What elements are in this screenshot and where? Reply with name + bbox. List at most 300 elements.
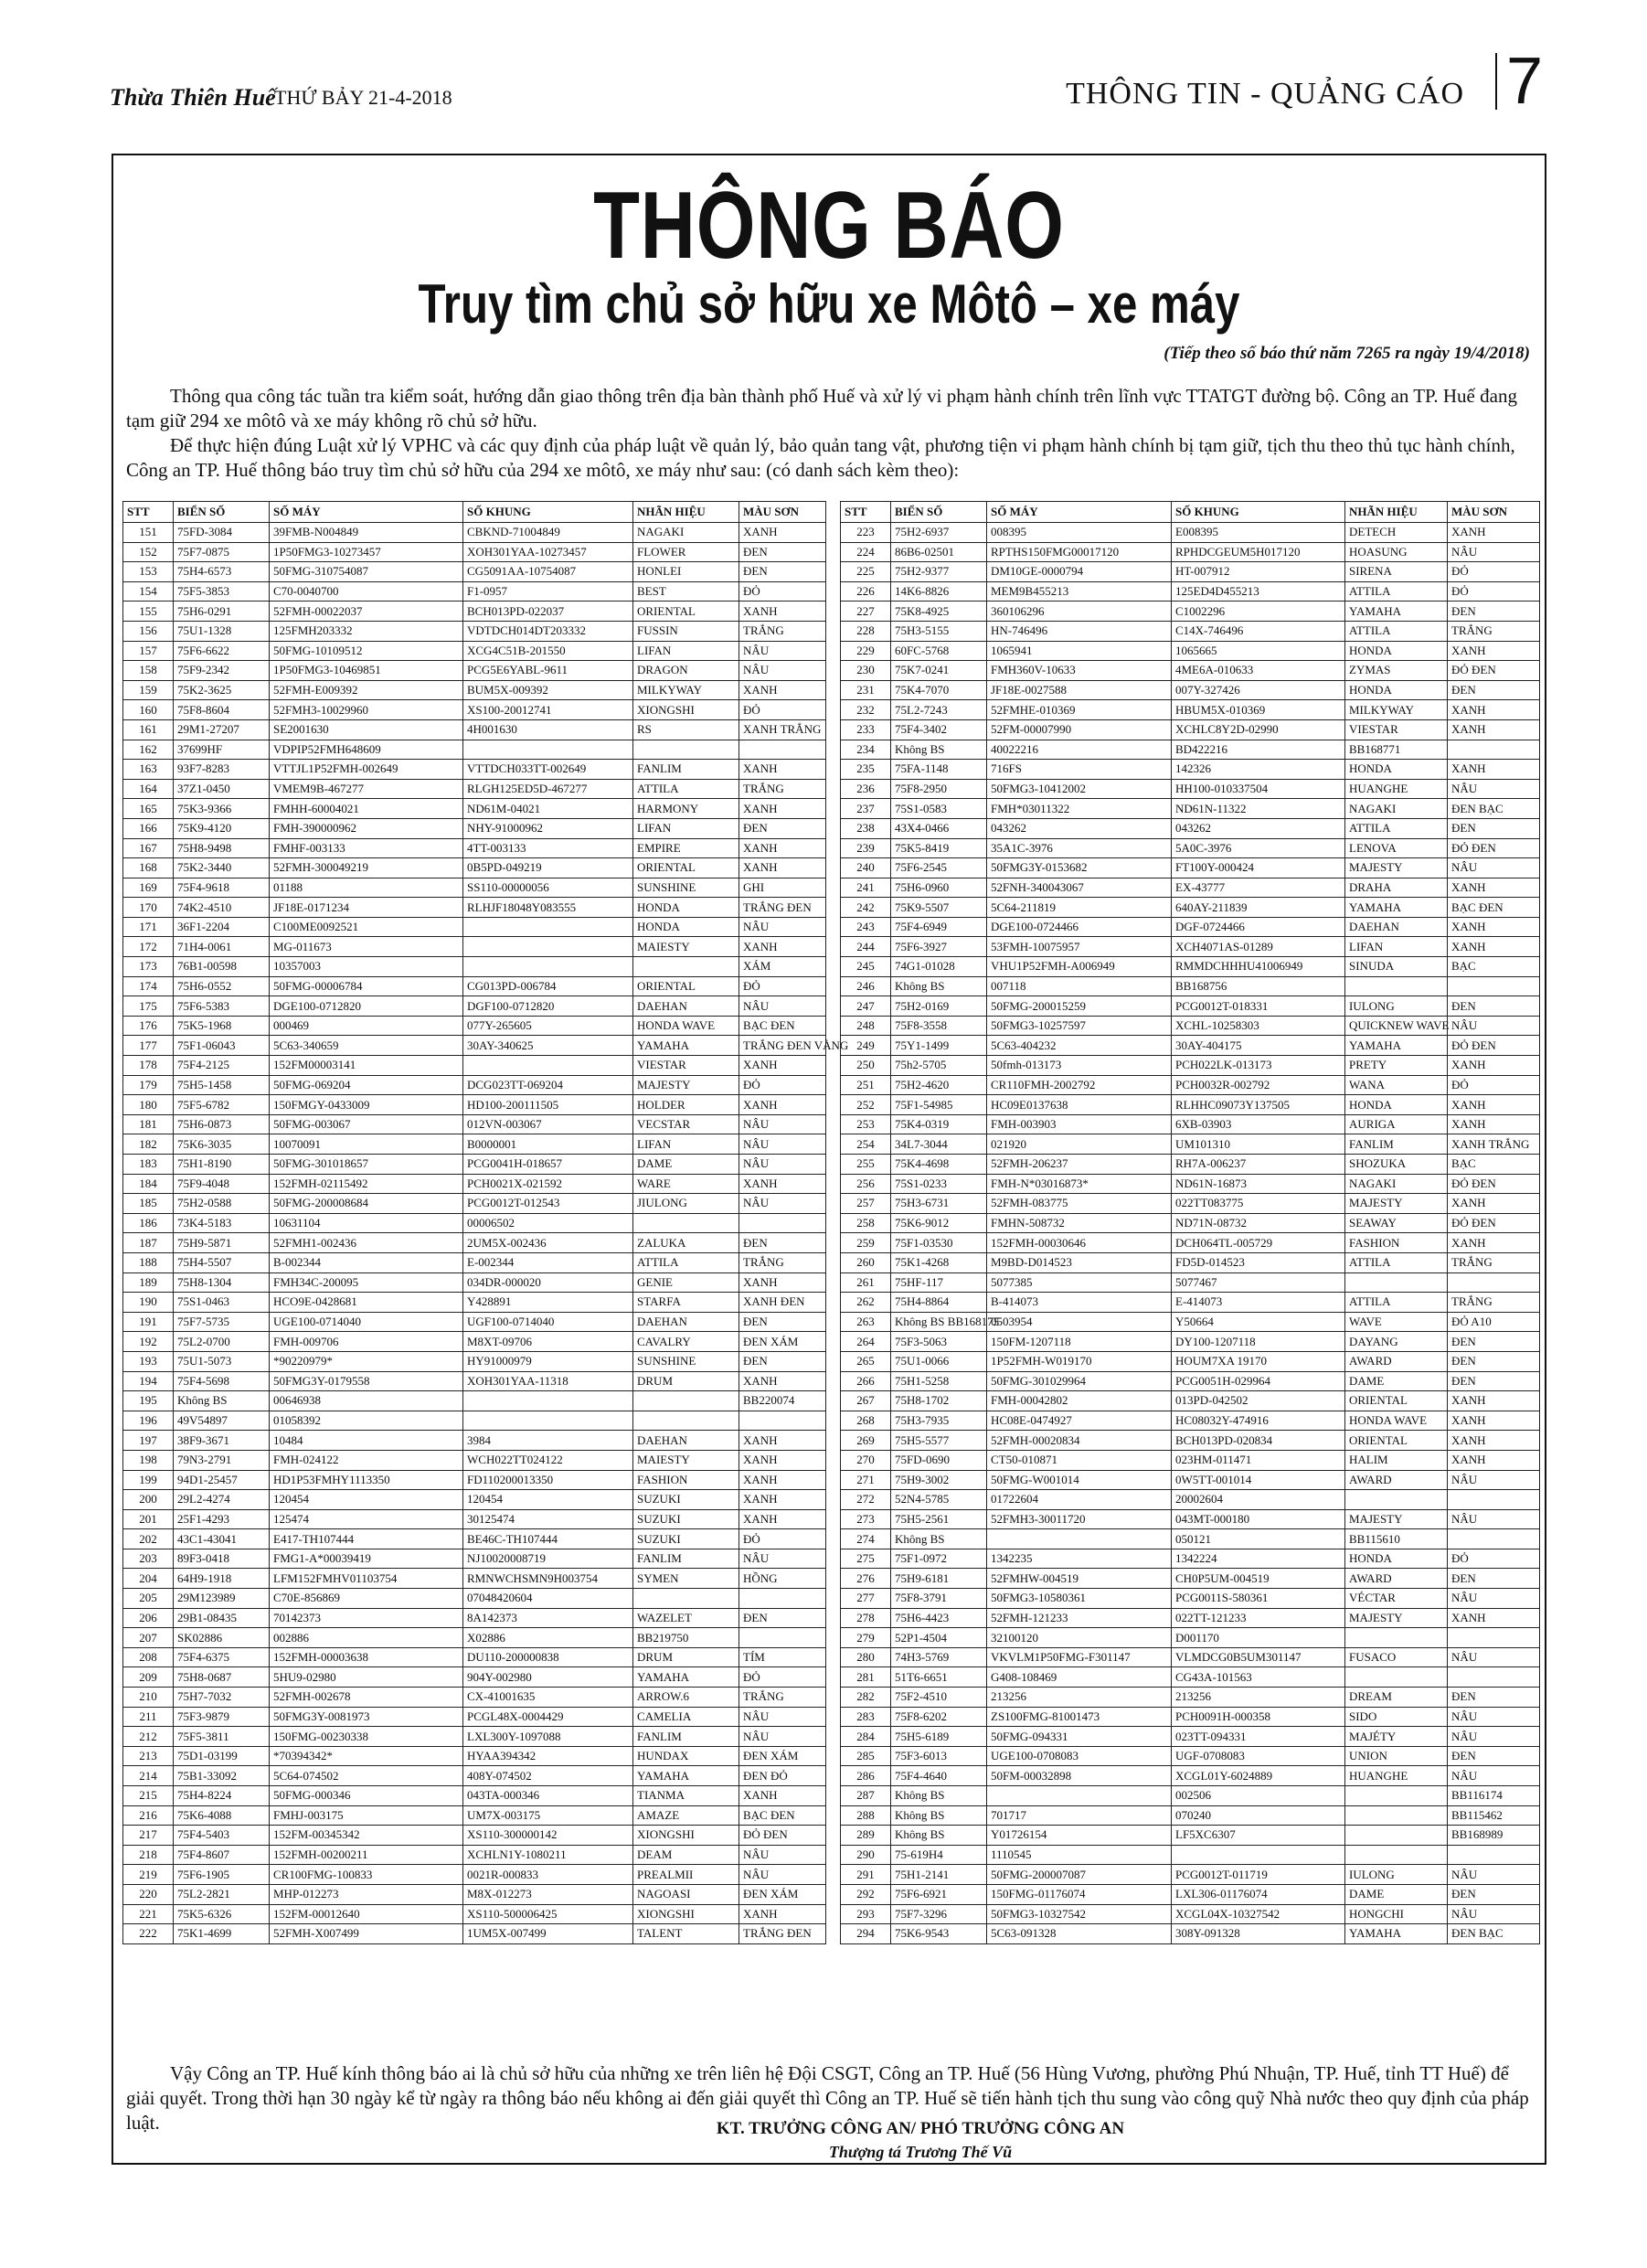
- plate-cell: 29B1-08435: [174, 1608, 270, 1628]
- plate-cell: 75H6-4423: [891, 1608, 987, 1628]
- plate-cell: 38F9-3671: [174, 1431, 270, 1451]
- frame-number-cell: FT100Y-000424: [1172, 858, 1345, 878]
- color-cell: XANH: [739, 1095, 826, 1115]
- brand-cell: DAME: [1345, 1371, 1448, 1391]
- brand-cell: XIONGSHI: [633, 1904, 739, 1924]
- table-row: [123, 838, 826, 858]
- plate-cell: 75F7-5735: [174, 1312, 270, 1332]
- plate-cell: 75D1-03199: [174, 1746, 270, 1766]
- frame-number-cell: 00006502: [463, 1213, 633, 1233]
- table-row: [123, 957, 826, 977]
- brand-cell: [1345, 1826, 1448, 1846]
- plate-cell: 86B6-02501: [891, 542, 987, 562]
- plate-cell: 74H3-5769: [891, 1647, 987, 1667]
- plate-cell: 75K5-8419: [891, 838, 987, 858]
- engine-number-cell: G408-108469: [987, 1667, 1172, 1688]
- color-cell: XANH: [1448, 937, 1540, 957]
- brand-cell: ARROW.6: [633, 1688, 739, 1708]
- frame-number-cell: BE46C-TH107444: [463, 1529, 633, 1549]
- col-header-engine: SỐ MÁY: [987, 502, 1172, 523]
- color-cell: XANH TRẮNG: [1448, 1134, 1540, 1155]
- engine-number-cell: FMH-003903: [987, 1114, 1172, 1134]
- brand-cell: DAYANG: [1345, 1332, 1448, 1352]
- engine-number-cell: 50FMG-301018657: [270, 1155, 463, 1175]
- table-row: [841, 1667, 1540, 1688]
- engine-number-cell: 50FMG-200007087: [987, 1865, 1172, 1885]
- issue-date: THỨ BẢY 21-4-2018: [274, 86, 452, 109]
- plate-cell: 75K9-5507: [891, 898, 987, 918]
- plate-cell: SK02886: [174, 1628, 270, 1648]
- col-header-engine: SỐ MÁY: [270, 502, 463, 523]
- stt-cell: 159: [123, 680, 174, 700]
- stt-cell: 204: [123, 1569, 174, 1589]
- brand-cell: FANLIM: [633, 760, 739, 780]
- table-row: [841, 779, 1540, 799]
- stt-cell: 187: [123, 1233, 174, 1253]
- table-row: [123, 1786, 826, 1806]
- stt-cell: 190: [123, 1293, 174, 1313]
- frame-number-cell: 4TT-003133: [463, 838, 633, 858]
- brand-cell: DAEHAN: [633, 1312, 739, 1332]
- table-row: [123, 1707, 826, 1727]
- brand-cell: YAMAHA: [1345, 602, 1448, 622]
- stt-cell: 265: [841, 1351, 891, 1371]
- brand-cell: ATTILA: [633, 1252, 739, 1272]
- table-row: [123, 1509, 826, 1529]
- brand-cell: MAJESTY: [1345, 858, 1448, 878]
- frame-number-cell: 3984: [463, 1431, 633, 1451]
- brand-cell: CAVALRY: [633, 1332, 739, 1352]
- stt-cell: 248: [841, 1016, 891, 1036]
- stt-cell: 180: [123, 1095, 174, 1115]
- plate-cell: 75H2-4620: [891, 1075, 987, 1095]
- stt-cell: 282: [841, 1688, 891, 1708]
- plate-cell: 75H9-5871: [174, 1233, 270, 1253]
- brand-cell: QUICKNEW WAVE: [1345, 1016, 1448, 1036]
- engine-number-cell: VMEM9B-467277: [270, 779, 463, 799]
- color-cell: BB220074: [739, 1391, 826, 1411]
- table-row: [841, 917, 1540, 937]
- brand-cell: [633, 957, 739, 977]
- engine-number-cell: 52FMH-00022037: [270, 602, 463, 622]
- engine-number-cell: 52FMH-X007499: [270, 1924, 463, 1944]
- stt-cell: 292: [841, 1884, 891, 1904]
- color-cell: ĐEN: [739, 1233, 826, 1253]
- engine-number-cell: DM10GE-0000794: [987, 562, 1172, 582]
- table-row: [123, 1904, 826, 1924]
- color-cell: NÂU: [1448, 1470, 1540, 1490]
- plate-cell: 75FA-1148: [891, 760, 987, 780]
- brand-cell: SEAWAY: [1345, 1213, 1448, 1233]
- color-cell: NÂU: [739, 1549, 826, 1569]
- color-cell: BẠC: [1448, 1155, 1540, 1175]
- color-cell: ĐEN BẠC: [1448, 1924, 1540, 1944]
- color-cell: BB168989: [1448, 1826, 1540, 1846]
- table-row: [841, 1332, 1540, 1352]
- newspaper-name: Thừa Thiên Huế: [110, 84, 276, 111]
- frame-number-cell: HOUM7XA 19170: [1172, 1351, 1345, 1371]
- engine-number-cell: 50FMG3-10412002: [987, 779, 1172, 799]
- plate-cell: 75F4-5403: [174, 1826, 270, 1846]
- frame-number-cell: [1172, 1845, 1345, 1865]
- brand-cell: FANLIM: [633, 1727, 739, 1747]
- frame-number-cell: PCGL48X-0004429: [463, 1707, 633, 1727]
- table-row: [123, 1252, 826, 1272]
- frame-number-cell: UM101310: [1172, 1134, 1345, 1155]
- stt-cell: 197: [123, 1431, 174, 1451]
- plate-cell: 75H9-6181: [891, 1569, 987, 1589]
- stt-cell: 273: [841, 1509, 891, 1529]
- stt-cell: 172: [123, 937, 174, 957]
- stt-cell: 183: [123, 1155, 174, 1175]
- plate-cell: 75K7-0241: [891, 661, 987, 681]
- stt-cell: 247: [841, 996, 891, 1017]
- color-cell: ĐEN: [1448, 1746, 1540, 1766]
- engine-number-cell: 152FM-00012640: [270, 1904, 463, 1924]
- continuation-note: (Tiếp theo số báo thứ năm 7265 ra ngày 19/4/2018): [1164, 344, 1530, 363]
- brand-cell: HONGCHI: [1345, 1904, 1448, 1924]
- stt-cell: 193: [123, 1351, 174, 1371]
- stt-cell: 236: [841, 779, 891, 799]
- table-row: [841, 1450, 1540, 1470]
- color-cell: ĐEN: [739, 562, 826, 582]
- frame-number-cell: ND61N-16873: [1172, 1174, 1345, 1194]
- plate-cell: 75F8-2950: [891, 779, 987, 799]
- plate-cell: 75F4-6949: [891, 917, 987, 937]
- stt-cell: 199: [123, 1470, 174, 1490]
- plate-cell: Không BS: [891, 976, 987, 996]
- color-cell: [1448, 1628, 1540, 1648]
- stt-cell: 261: [841, 1272, 891, 1293]
- table-row: [841, 1509, 1540, 1529]
- color-cell: HỒNG: [739, 1569, 826, 1589]
- frame-number-cell: PCH0091H-000358: [1172, 1707, 1345, 1727]
- color-cell: TRẮNG: [739, 621, 826, 641]
- brand-cell: [1345, 1490, 1448, 1510]
- color-cell: TRẮNG ĐEN: [739, 1924, 826, 1944]
- color-cell: XANH: [739, 760, 826, 780]
- engine-number-cell: 52FMH-300049219: [270, 858, 463, 878]
- color-cell: ĐỎ: [1448, 581, 1540, 602]
- table-row: [123, 562, 826, 582]
- stt-cell: 280: [841, 1647, 891, 1667]
- brand-cell: CAMELIA: [633, 1707, 739, 1727]
- frame-number-cell: RLHJF18048Y083555: [463, 898, 633, 918]
- plate-cell: 75K6-4088: [174, 1805, 270, 1826]
- engine-number-cell: 1342235: [987, 1549, 1172, 1569]
- engine-number-cell: 125FMH203332: [270, 621, 463, 641]
- stt-cell: 158: [123, 661, 174, 681]
- color-cell: NÂU: [1448, 1904, 1540, 1924]
- table-row: [123, 1075, 826, 1095]
- frame-number-cell: 013PD-042502: [1172, 1391, 1345, 1411]
- stt-cell: 272: [841, 1490, 891, 1510]
- brand-cell: ATTILA: [1345, 581, 1448, 602]
- frame-number-cell: Y428891: [463, 1293, 633, 1313]
- plate-cell: 75K4-4698: [891, 1155, 987, 1175]
- frame-number-cell: [463, 917, 633, 937]
- engine-number-cell: 007118: [987, 976, 1172, 996]
- brand-cell: WAZELET: [633, 1608, 739, 1628]
- stt-cell: 240: [841, 858, 891, 878]
- plate-cell: 75L2-7243: [891, 700, 987, 720]
- color-cell: ĐỎ: [739, 581, 826, 602]
- table-row: [841, 602, 1540, 622]
- table-row: [123, 779, 826, 799]
- table-row: [841, 1529, 1540, 1549]
- table-row: [123, 760, 826, 780]
- plate-cell: 73K4-5183: [174, 1213, 270, 1233]
- stt-cell: 285: [841, 1746, 891, 1766]
- table-row: [123, 621, 826, 641]
- frame-number-cell: DY100-1207118: [1172, 1332, 1345, 1352]
- stt-cell: 226: [841, 581, 891, 602]
- plate-cell: 25F1-4293: [174, 1509, 270, 1529]
- table-row: [841, 1252, 1540, 1272]
- table-row: [123, 1549, 826, 1569]
- stt-cell: 228: [841, 621, 891, 641]
- brand-cell: HUANGHE: [1345, 1766, 1448, 1786]
- table-row: [841, 740, 1540, 760]
- color-cell: BẠC: [1448, 957, 1540, 977]
- plate-cell: 75F4-8607: [174, 1845, 270, 1865]
- frame-number-cell: 142326: [1172, 760, 1345, 780]
- engine-number-cell: 213256: [987, 1688, 1172, 1708]
- color-cell: XANH: [1448, 1095, 1540, 1115]
- frame-number-cell: M8XT-09706: [463, 1332, 633, 1352]
- signature-name: Thượng tá Trương Thế Vũ: [828, 2143, 1013, 2161]
- table-row: [123, 1470, 826, 1490]
- frame-number-cell: PCH022LK-013173: [1172, 1056, 1345, 1076]
- stt-cell: 237: [841, 799, 891, 819]
- stt-cell: 243: [841, 917, 891, 937]
- table-row: [123, 1391, 826, 1411]
- color-cell: XANH: [739, 602, 826, 622]
- stt-cell: 157: [123, 641, 174, 661]
- color-cell: NÂU: [739, 1155, 826, 1175]
- color-cell: ĐEN: [1448, 602, 1540, 622]
- frame-number-cell: BCH013PD-020834: [1172, 1431, 1345, 1451]
- table-row: [841, 1036, 1540, 1056]
- table-row: [123, 1667, 826, 1688]
- brand-cell: HONDA: [1345, 680, 1448, 700]
- engine-number-cell: 50FMG-000346: [270, 1786, 463, 1806]
- brand-cell: MAJESTY: [1345, 1509, 1448, 1529]
- section-title: THÔNG TIN - QUẢNG CÁO: [1066, 77, 1464, 111]
- frame-number-cell: XS110-500006425: [463, 1904, 633, 1924]
- vehicle-table-left: [122, 501, 849, 1944]
- frame-number-cell: PCG0011S-580361: [1172, 1589, 1345, 1609]
- frame-number-cell: HC08032Y-474916: [1172, 1411, 1345, 1431]
- stt-cell: 274: [841, 1529, 891, 1549]
- color-cell: ĐỎ: [739, 1075, 826, 1095]
- color-cell: XANH: [1448, 1056, 1540, 1076]
- brand-cell: DAEHAN: [633, 996, 739, 1017]
- stt-cell: 171: [123, 917, 174, 937]
- color-cell: NÂU: [1448, 1766, 1540, 1786]
- stt-cell: 203: [123, 1549, 174, 1569]
- color-cell: XANH: [739, 838, 826, 858]
- table-row: [123, 996, 826, 1017]
- engine-number-cell: 52FM-00007990: [987, 719, 1172, 740]
- frame-number-cell: 023HM-011471: [1172, 1450, 1345, 1470]
- engine-number-cell: FMHF-003133: [270, 838, 463, 858]
- plate-cell: 75F3-6013: [891, 1746, 987, 1766]
- table-row: [841, 621, 1540, 641]
- table-row: [123, 1608, 826, 1628]
- plate-cell: 75F4-5698: [174, 1371, 270, 1391]
- stt-cell: 209: [123, 1667, 174, 1688]
- table-row: [841, 1904, 1540, 1924]
- engine-number-cell: UGE100-0714040: [270, 1312, 463, 1332]
- color-cell: BẠC ĐEN: [1448, 898, 1540, 918]
- brand-cell: PRETY: [1345, 1056, 1448, 1076]
- plate-cell: Không BS: [891, 1786, 987, 1806]
- color-cell: XANH ĐEN: [739, 1293, 826, 1313]
- table-row: [123, 1194, 826, 1214]
- stt-cell: 161: [123, 719, 174, 740]
- frame-number-cell: BUM5X-009392: [463, 680, 633, 700]
- stt-cell: 160: [123, 700, 174, 720]
- table-row: [123, 1351, 826, 1371]
- plate-cell: 29M123989: [174, 1589, 270, 1609]
- frame-number-cell: CG43A-101563: [1172, 1667, 1345, 1688]
- stt-cell: 235: [841, 760, 891, 780]
- color-cell: XANH: [739, 1904, 826, 1924]
- brand-cell: IULONG: [1345, 996, 1448, 1017]
- table-row: [841, 1114, 1540, 1134]
- brand-cell: ORIENTAL: [1345, 1391, 1448, 1411]
- table-row: [841, 719, 1540, 740]
- table-row: [123, 1826, 826, 1846]
- brand-cell: HONDA: [1345, 1095, 1448, 1115]
- brand-cell: PREALMII: [633, 1865, 739, 1885]
- color-cell: ĐEN XÁM: [739, 1746, 826, 1766]
- frame-number-cell: VLMDCG0B5UM301147: [1172, 1647, 1345, 1667]
- engine-number-cell: 1110545: [987, 1845, 1172, 1865]
- stt-cell: 251: [841, 1075, 891, 1095]
- stt-cell: 168: [123, 858, 174, 878]
- frame-number-cell: 2UM5X-002436: [463, 1233, 633, 1253]
- plate-cell: 29M1-27207: [174, 719, 270, 740]
- plate-cell: 75K2-3625: [174, 680, 270, 700]
- frame-number-cell: CBKND-71004849: [463, 523, 633, 543]
- color-cell: ĐEN: [1448, 1569, 1540, 1589]
- frame-number-cell: 4ME6A-010633: [1172, 661, 1345, 681]
- table-row: [123, 542, 826, 562]
- color-cell: [1448, 1529, 1540, 1549]
- plate-cell: 75U1-1328: [174, 621, 270, 641]
- vehicle-table-right: [840, 501, 1540, 1944]
- frame-number-cell: [463, 1056, 633, 1076]
- engine-number-cell: 50FMG-200008684: [270, 1194, 463, 1214]
- frame-number-cell: RLHHC09073Y137505: [1172, 1095, 1345, 1115]
- plate-cell: 75F7-3296: [891, 1904, 987, 1924]
- stt-cell: 230: [841, 661, 891, 681]
- engine-number-cell: FMH-390000962: [270, 818, 463, 838]
- table-row: [123, 581, 826, 602]
- engine-number-cell: HN-746496: [987, 621, 1172, 641]
- table-row: [123, 1036, 826, 1056]
- engine-number-cell: RPTHS150FMG00017120: [987, 542, 1172, 562]
- color-cell: XANH: [1448, 1450, 1540, 1470]
- engine-number-cell: FMHJ-003175: [270, 1805, 463, 1826]
- plate-cell: 75K3-9366: [174, 799, 270, 819]
- color-cell: ĐEN: [739, 1608, 826, 1628]
- engine-number-cell: 52FMH1-002436: [270, 1233, 463, 1253]
- table-row: [123, 1272, 826, 1293]
- col-header-color: MÀU SƠN: [739, 502, 826, 523]
- color-cell: XANH TRẮNG: [739, 719, 826, 740]
- color-cell: ĐỎ ĐEN: [1448, 838, 1540, 858]
- color-cell: [1448, 976, 1540, 996]
- engine-number-cell: 10484: [270, 1431, 463, 1451]
- stt-cell: 241: [841, 878, 891, 898]
- table-row: [123, 1589, 826, 1609]
- stt-cell: 184: [123, 1174, 174, 1194]
- engine-number-cell: VHU1P52FMH-A006949: [987, 957, 1172, 977]
- engine-number-cell: *70394342*: [270, 1746, 463, 1766]
- table-row: [123, 1016, 826, 1036]
- table-row: [123, 1095, 826, 1115]
- brand-cell: TALENT: [633, 1924, 739, 1944]
- color-cell: NÂU: [1448, 779, 1540, 799]
- stt-cell: 181: [123, 1114, 174, 1134]
- engine-number-cell: 01722604: [987, 1490, 1172, 1510]
- brand-cell: MAJÉTY: [1345, 1727, 1448, 1747]
- engine-number-cell: 152FMH-00200211: [270, 1845, 463, 1865]
- plate-cell: 75L2-0700: [174, 1332, 270, 1352]
- plate-cell: 75H4-8224: [174, 1786, 270, 1806]
- frame-number-cell: [463, 740, 633, 760]
- brand-cell: JIULONG: [633, 1194, 739, 1214]
- color-cell: TRẮNG ĐEN VÀNG: [739, 1036, 826, 1056]
- plate-cell: Không BS: [891, 1805, 987, 1826]
- plate-cell: 29L2-4274: [174, 1490, 270, 1510]
- frame-number-cell: 1UM5X-007499: [463, 1924, 633, 1944]
- color-cell: XANH: [739, 937, 826, 957]
- brand-cell: ATTILA: [1345, 1293, 1448, 1313]
- brand-cell: SUZUKI: [633, 1529, 739, 1549]
- color-cell: ĐEN: [1448, 1351, 1540, 1371]
- engine-number-cell: 50FMG-10109512: [270, 641, 463, 661]
- engine-number-cell: 52FMHW-004519: [987, 1569, 1172, 1589]
- color-cell: XANH: [1448, 1391, 1540, 1411]
- color-cell: TRẮNG: [739, 1252, 826, 1272]
- stt-cell: 217: [123, 1826, 174, 1846]
- col-header-plate: BIỂN SỐ: [891, 502, 987, 523]
- plate-cell: 75H3-5155: [891, 621, 987, 641]
- stt-cell: 163: [123, 760, 174, 780]
- table-row: [841, 523, 1540, 543]
- brand-cell: ZALUKA: [633, 1233, 739, 1253]
- color-cell: XANH: [1448, 1114, 1540, 1134]
- color-cell: ĐEN XÁM: [739, 1332, 826, 1352]
- stt-cell: 173: [123, 957, 174, 977]
- color-cell: ĐEN: [1448, 1688, 1540, 1708]
- color-cell: NÂU: [739, 917, 826, 937]
- stt-cell: 234: [841, 740, 891, 760]
- engine-number-cell: FMHN-508732: [987, 1213, 1172, 1233]
- brand-cell: AMAZE: [633, 1805, 739, 1826]
- brand-cell: HONDA: [1345, 641, 1448, 661]
- color-cell: [1448, 1272, 1540, 1293]
- table-row: [841, 1272, 1540, 1293]
- plate-cell: 75U1-0066: [891, 1351, 987, 1371]
- brand-cell: HONDA WAVE: [633, 1016, 739, 1036]
- engine-number-cell: 002886: [270, 1628, 463, 1648]
- stt-cell: 179: [123, 1075, 174, 1095]
